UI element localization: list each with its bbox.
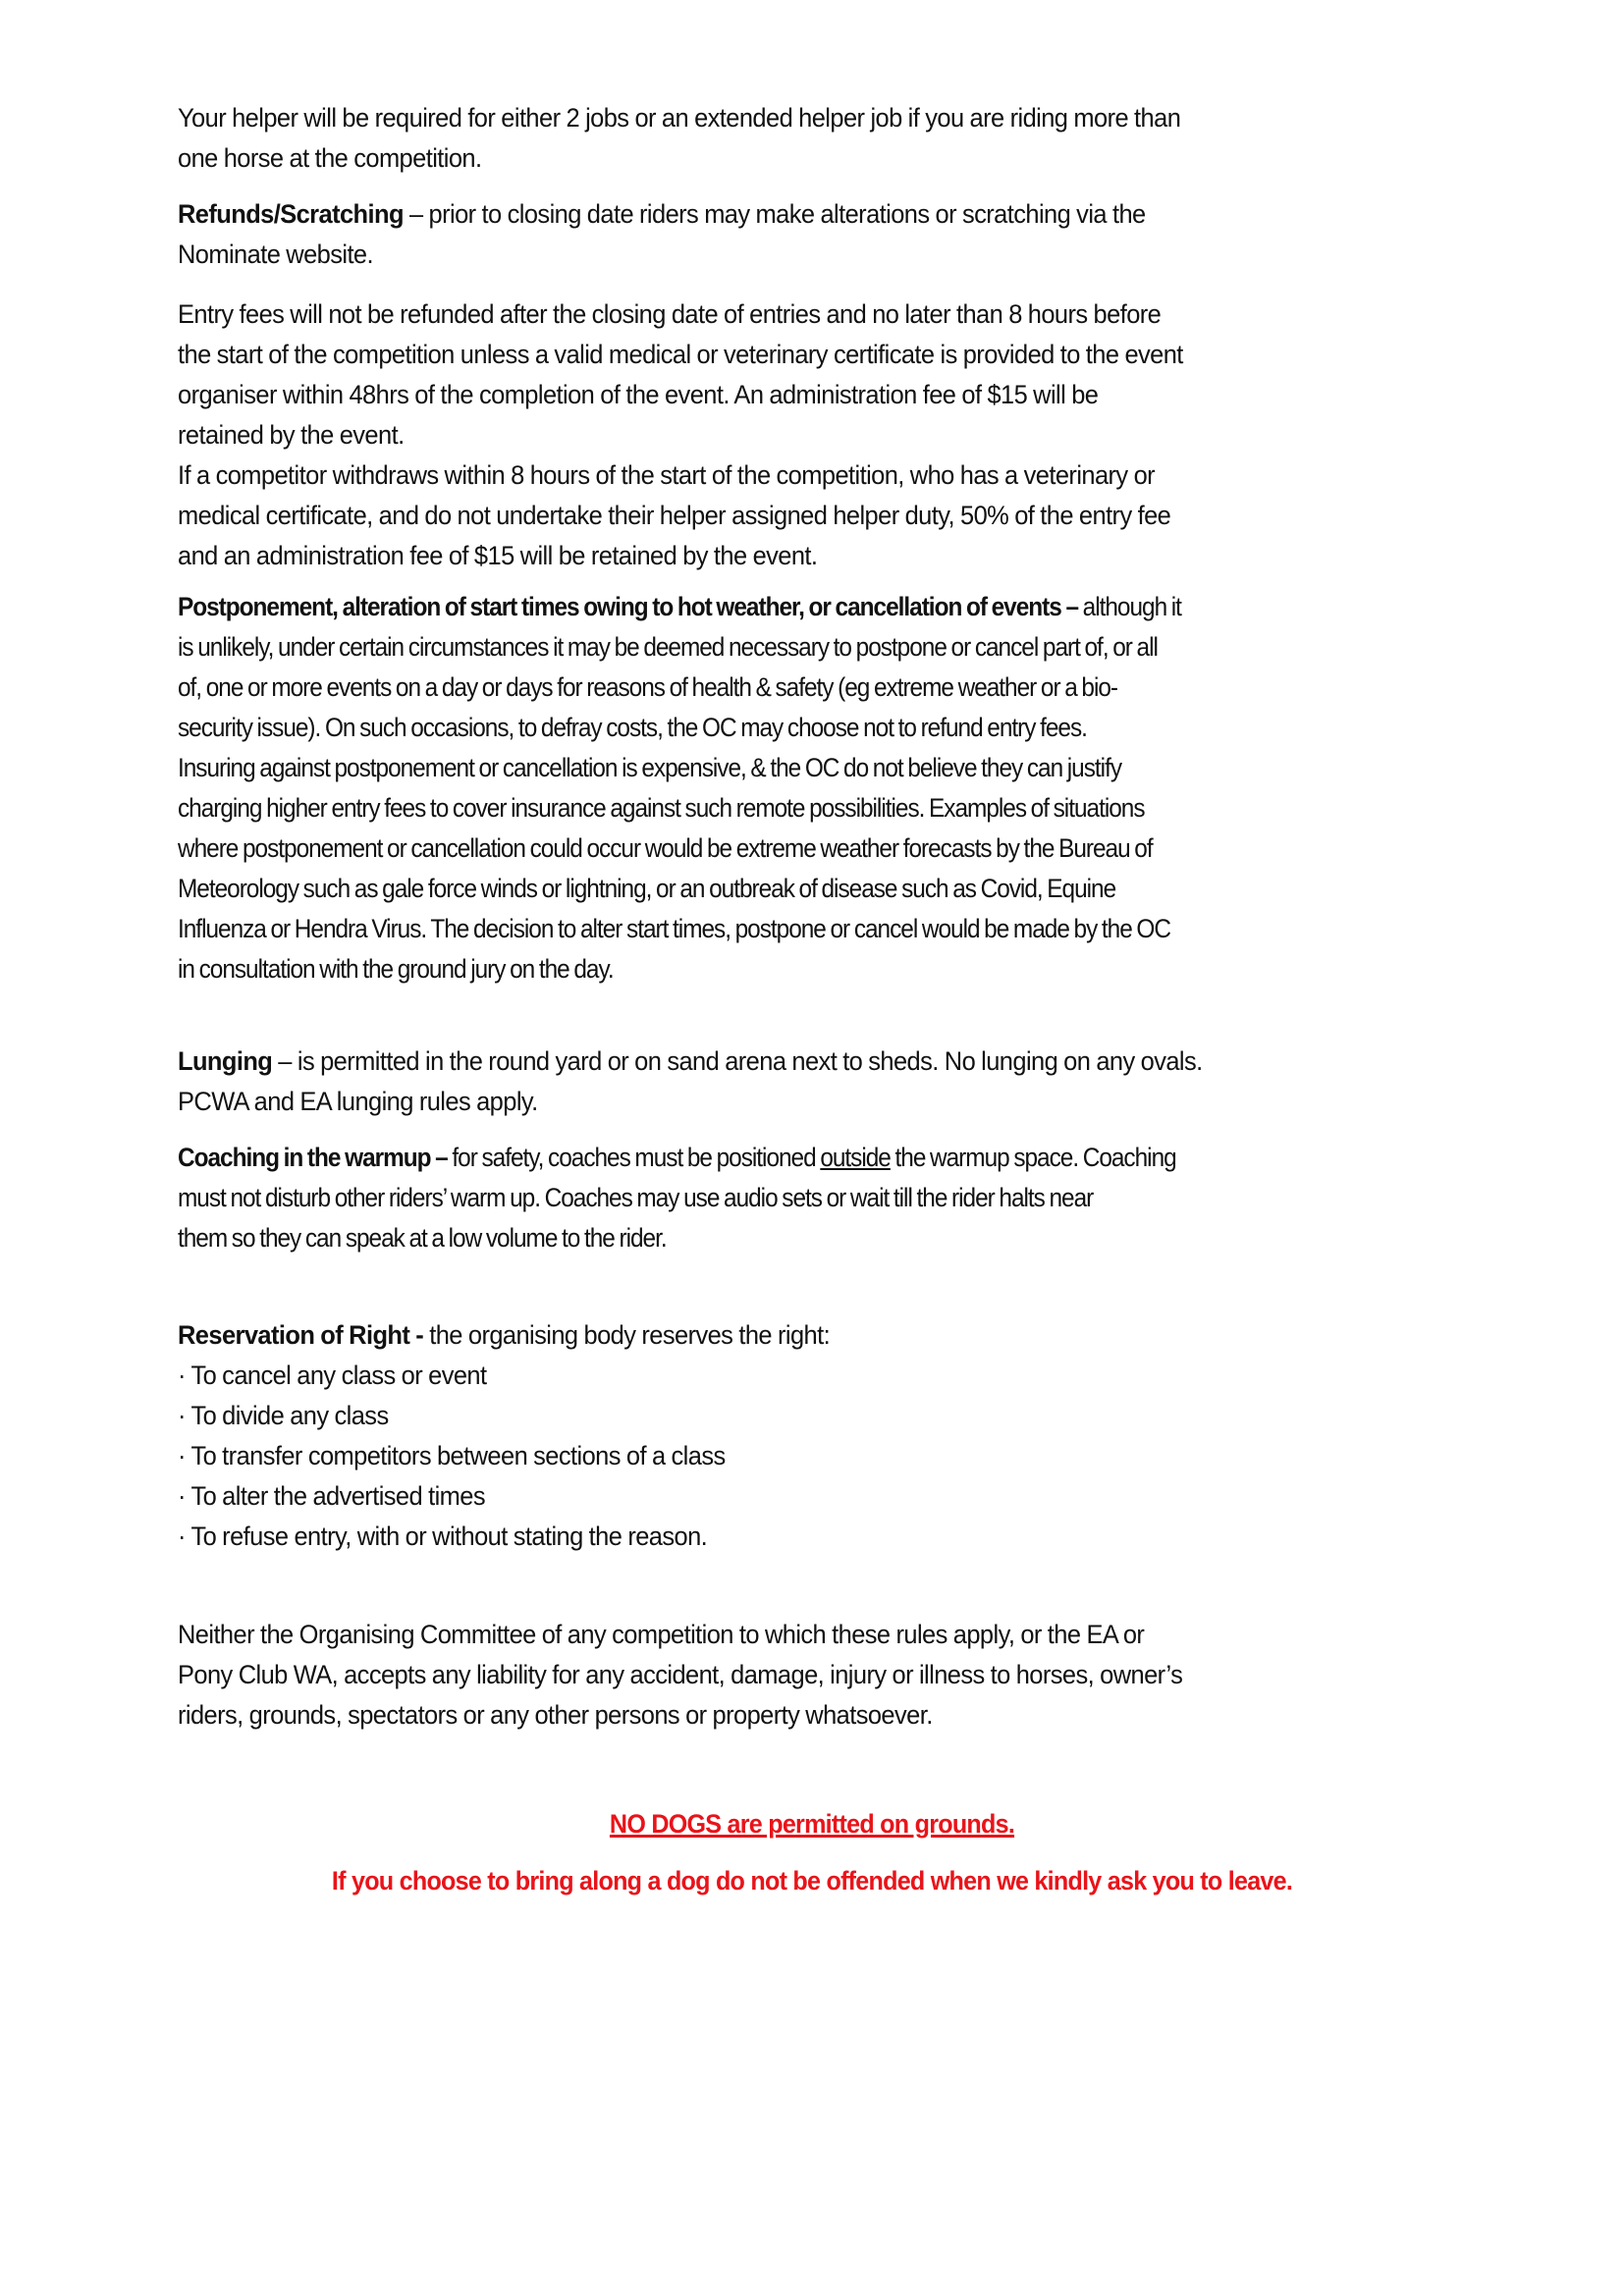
lunging-line: PCWA and EA lunging rules apply. bbox=[178, 1087, 538, 1116]
refunds-intro-line: Nominate website. bbox=[178, 240, 374, 269]
helper-note-line: one horse at the competition. bbox=[178, 143, 482, 173]
postponement-line: Influenza or Hendra Virus. The decision to alter start times, postpone or cancel would be made by the OC bbox=[178, 914, 1170, 943]
liability-line: Neither the Organising Committee of any competition to which these rules apply, or the EA or bbox=[178, 1620, 1145, 1649]
coaching-heading: Coaching in the warmup – bbox=[178, 1143, 448, 1172]
reservation-section bbox=[178, 1315, 1609, 1557]
postponement-line: security issue). On such occasions, to defray costs, the OC may choose not to refund entry fees. bbox=[178, 713, 1087, 742]
reservation-heading: Reservation of Right - bbox=[178, 1320, 424, 1350]
lunging-text: – is permitted in the round yard or on sand arena next to sheds. No lunging on any ovals. bbox=[272, 1046, 1203, 1076]
coaching-line: must not disturb other riders’ warm up. Coaches may use audio sets or wait till the rider halts near bbox=[178, 1183, 1094, 1212]
no-dogs-message: If you choose to bring along a dog do not be offended when we kindly ask you to leave. bbox=[331, 1866, 1293, 1896]
postponement-section bbox=[178, 587, 1624, 989]
refunds-paragraph-line: organiser within 48hrs of the completion of the event. An administration fee of $15 will be bbox=[178, 380, 1099, 409]
no-dogs-title: NO DOGS are permitted on grounds. bbox=[609, 1809, 1015, 1839]
reservation-item: · To refuse entry, with or without stating the reason. bbox=[178, 1522, 708, 1551]
postponement-line: of, one or more events on a day or days for reasons of health & safety (eg extreme weather or a bio- bbox=[178, 672, 1118, 702]
liability-line: Pony Club WA, accepts any liability for any accident, damage, injury or illness to horses, owner’s bbox=[178, 1660, 1183, 1689]
refunds-paragraph bbox=[178, 294, 1609, 576]
withdrawal-paragraph-line: and an administration fee of $15 will be retained by the event. bbox=[178, 541, 818, 570]
withdrawal-paragraph-line: medical certificate, and do not undertake their helper assigned helper duty, 50% of the entry fee bbox=[178, 501, 1171, 530]
lunging-heading: Lunging bbox=[178, 1046, 273, 1076]
liability-section bbox=[178, 1615, 1609, 1735]
refunds-intro-text: – prior to closing date riders may make alterations or scratching via the bbox=[403, 199, 1146, 229]
refunds-heading: Refunds/Scratching bbox=[178, 199, 404, 229]
reservation-item: · To divide any class bbox=[178, 1401, 389, 1430]
lunging-section bbox=[178, 1041, 1609, 1122]
postponement-line: in consultation with the ground jury on the day. bbox=[178, 954, 614, 984]
postponement-line: Meteorology such as gale force winds or lightning, or an outbreak of disease such as Covid, Equine bbox=[178, 874, 1116, 903]
coaching-line: them so they can speak at a low volume to the rider. bbox=[178, 1223, 667, 1253]
refunds-paragraph-line: the start of the competition unless a valid medical or veterinary certificate is provided to the event bbox=[178, 340, 1183, 369]
postponement-heading: Postponement, alteration of start times owing to hot weather, or cancellation of events – bbox=[178, 592, 1079, 621]
coaching-section: Coaching in the warmup – for safety, coaches must be positioned outside the warmup space. Coaching must not disturb other riders’ warm up. Coaches may use audio sets or wait till the rider halts near them so they can speak at a low volume to the rider. bbox=[178, 1138, 1624, 1258]
helper-note bbox=[178, 98, 1609, 179]
postponement-line: where postponement or cancellation could occur would be extreme weather forecasts by the Bureau of bbox=[178, 833, 1153, 863]
withdrawal-paragraph-line: If a competitor withdraws within 8 hours of the start of the competition, who has a veterinary or bbox=[178, 460, 1156, 490]
refunds-section bbox=[178, 194, 1609, 275]
refunds-paragraph-line: Entry fees will not be refunded after the closing date of entries and no later than 8 hours before bbox=[178, 299, 1162, 329]
liability-line: riders, grounds, spectators or any other persons or property whatsoever. bbox=[178, 1700, 933, 1730]
reservation-item: · To cancel any class or event bbox=[178, 1361, 487, 1390]
refunds-paragraph-line: retained by the event. bbox=[178, 420, 405, 450]
postponement-line: Insuring against postponement or cancellation is expensive, & the OC do not believe they can justify bbox=[178, 753, 1122, 782]
postponement-line: charging higher entry fees to cover insurance against such remote possibilities. Examples of situations bbox=[178, 793, 1145, 823]
reservation-intro: the organising body reserves the right: bbox=[423, 1320, 831, 1350]
postponement-line: is unlikely, under certain circumstances it may be deemed necessary to postpone or cancel part of, or all bbox=[178, 632, 1158, 662]
helper-note-line: Your helper will be required for either 2 jobs or an extended helper job if you are riding more than bbox=[178, 103, 1181, 133]
reservation-item: · To transfer competitors between sections of a class bbox=[178, 1441, 726, 1470]
reservation-item: · To alter the advertised times bbox=[178, 1481, 485, 1511]
postponement-text: although it bbox=[1078, 592, 1181, 621]
outside-emphasis: outside bbox=[820, 1143, 891, 1172]
